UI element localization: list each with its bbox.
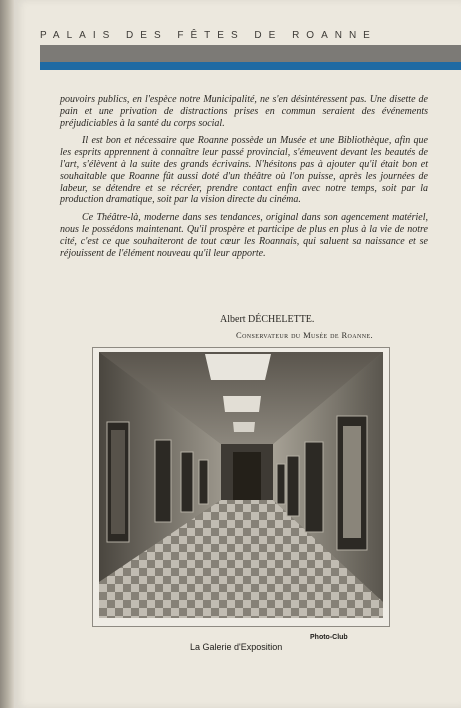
photo-caption: La Galerie d'Exposition: [190, 642, 283, 652]
paragraph-3: Ce Théâtre-là, moderne dans ses tendances, original dans son agencement matériel, nous le possédons maintenant. Qu'il prospère et participe de plus en plus à la vie de notre cité, c'est ce que souhaiteront de tout cœur les Roannais, qui saluent sa naissance et se réjouissent de l'élément nouveau qu'il leur apporte.: [60, 212, 428, 259]
signature-title: Conservateur du Musée de Roanne.: [236, 330, 374, 340]
header-band-grey: [40, 45, 461, 62]
gallery-photo: [92, 347, 390, 627]
gallery-photo-image: [99, 352, 383, 618]
article-body: [60, 94, 428, 265]
signature-name: Albert DÉCHELETTE.: [220, 314, 315, 325]
photo-credit: Photo-Club: [310, 634, 348, 641]
running-title: PALAIS DES FÊTES DE ROANNE: [40, 30, 377, 41]
paragraph-1: pouvoirs publics, en l'espèce notre Municipalité, ne s'en désintéressent pas. Une disette de pain et une privation de distractions prises en commun seraient des événements préjudiciables à la santé du corps social.: [60, 94, 428, 129]
paragraph-2: Il est bon et nécessaire que Roanne possède un Musée et une Bibliothèque, afin que les esprits apprennent à connaître leur passé provincial, s'émeuvent devant les beautés de l'art, s'élèvent à la suite des grands écrivains. N'hésitons pas à ajouter qu'il était bon et souhaitable que Roanne fût aussi doté d'un théâtre où l'on puisse, après les journées de labeur, se détendre et se récréer, prendre contact enfin avec notre temps, soit par la production dramatique, soit par la vision directe du cinéma.: [60, 135, 428, 206]
book-binding: [0, 0, 14, 708]
header-band-blue: [40, 62, 461, 70]
